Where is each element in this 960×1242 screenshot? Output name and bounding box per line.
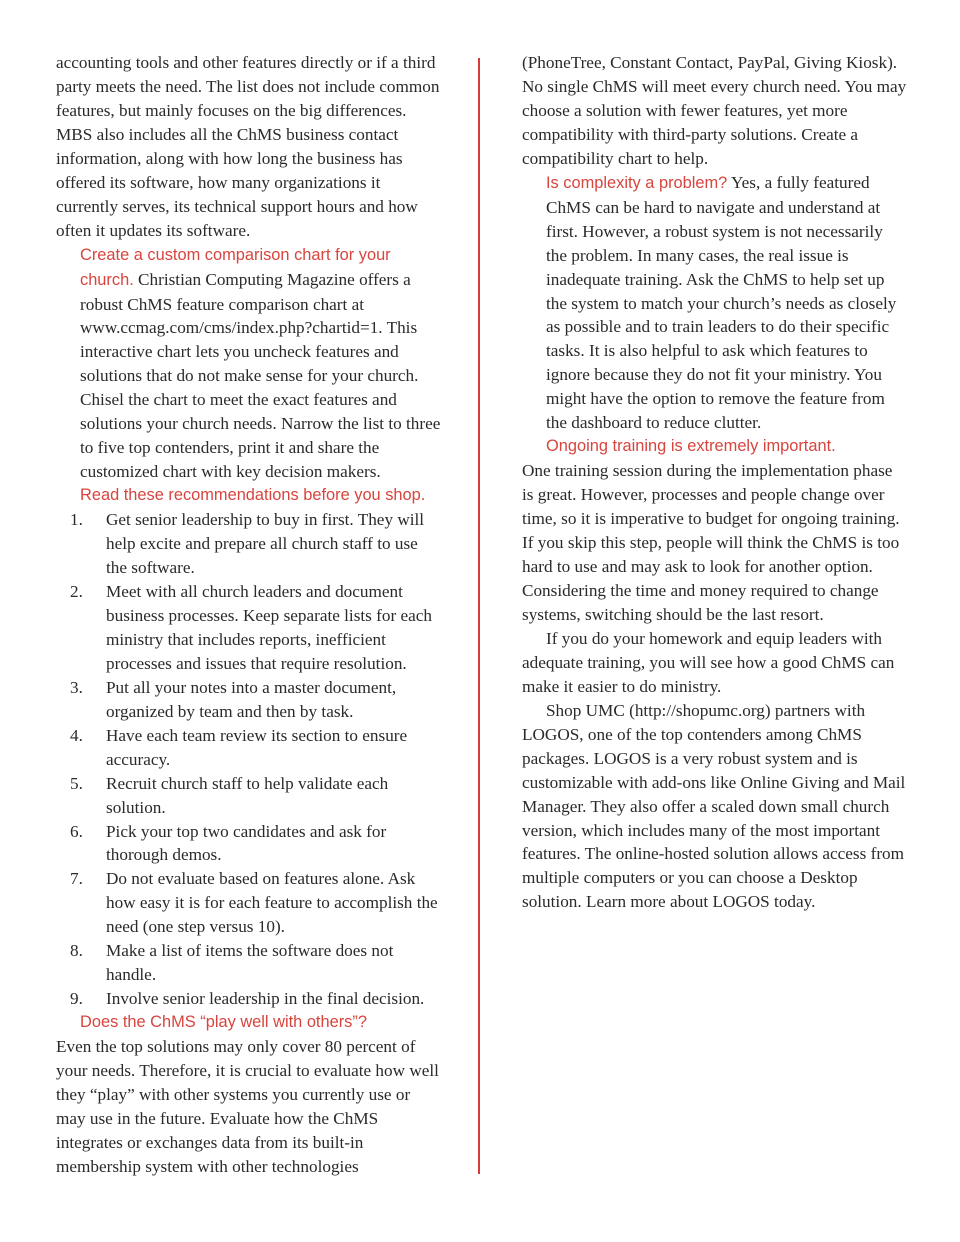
- recommendation-text: Get senior leadership to buy in first. They will help excite and prepare all church staff to use the software.: [106, 510, 425, 578]
- recommendation-text: Meet with all church leaders and document business processes. Keep separate lists for each ministry that includes reports, inefficient processes and issues that require resolution.: [106, 581, 432, 673]
- recommendation-text: Recruit church staff to help validate each solution.: [106, 773, 389, 817]
- recommendation-item: [56, 867, 441, 939]
- continued-paragraph: (PhoneTree, Constant Contact, PayPal, Giving Kiosk). No single ChMS will meet every church need. You may choose a solution with fewer features, yet more compatibility with third-party solutions. Create a compatibility chart to help.: [522, 53, 907, 168]
- training-body: One training session during the implementation phase is great. However, processes and people change over time, so it is imperative to budget for ongoing training. If you skip this step, people will think the ChMS is too hard to use and may ask to look for another option. Considering the time and money required to change systems, switching should be the last resort.: [522, 461, 900, 624]
- recommendation-text: Have each team review its section to ensure accuracy.: [106, 725, 408, 769]
- homework-paragraph: If you do your homework and equip leaders with adequate training, you will see how a good ChMS can make it easier to do ministry.: [522, 628, 895, 696]
- play-well-body: Even the top solutions may only cover 80 percent of your needs. Therefore, it is crucial to evaluate how well they “play” with other systems you currently use or may use in the future. Evaluate how the ChMS integrates or exchanges data from its built-in membership system with other technologies: [56, 1037, 439, 1176]
- complexity-heading: Is complexity a problem?: [546, 173, 728, 192]
- complexity-body: Yes, a fully featured ChMS can be hard to navigate and understand at first. However, a robust system is not necessarily the problem. In many cases, the real issue is inadequate training. Ask the ChMS to help set up the system to match your church’s needs as closely as possible and to train leaders to do their specific tasks. It is also helpful to ask which features to ignore because they do not fit your ministry. You might have the option to remove the feature from the dashboard to reduce clutter.: [546, 172, 897, 433]
- recommendation-item: [56, 772, 441, 820]
- recommendations-list: [56, 508, 441, 1011]
- recommendation-number: 9.: [70, 989, 83, 1009]
- custom-chart-section: [56, 243, 441, 485]
- recommendation-item: [56, 987, 441, 1011]
- recommendation-item: [56, 580, 441, 676]
- recommendation-text: Pick your top two candidates and ask for thorough demos.: [106, 821, 387, 865]
- recommendation-item: [56, 820, 441, 868]
- right-column: [522, 51, 907, 914]
- recommendation-text: Involve senior leadership in the final decision.: [106, 989, 425, 1009]
- recommendation-number: 3.: [70, 677, 83, 697]
- shopumc-paragraph: Shop UMC (http://shopumc.org) partners with LOGOS, one of the top contenders among ChMS packages. LOGOS is a very robust system and is customizable with add-ons like Online Giving and Mail Manager. They also offer a scaled down small church version, which includes many of the most important features. The online-hosted solution allows access from multiple computers or you can choose a Desktop solution. Learn more about LOGOS today.: [522, 700, 906, 912]
- recommendation-number: 8.: [70, 941, 83, 961]
- recommendation-text: Do not evaluate based on features alone. Ask how easy it is for each feature to accomplish the need (one step versus 10).: [106, 869, 438, 937]
- recommendation-number: 6.: [70, 821, 83, 841]
- recommendation-item: [56, 939, 441, 987]
- training-heading: Ongoing training is extremely important.: [546, 437, 836, 456]
- complexity-section: [522, 171, 907, 435]
- play-well-heading: Does the ChMS “play well with others”?: [80, 1013, 367, 1032]
- recommendation-text: Put all your notes into a master document, organized by team and then by task.: [106, 677, 397, 721]
- recommendation-item: [56, 676, 441, 724]
- custom-chart-heading: Create a custom comparison chart for your church.: [80, 245, 391, 289]
- recommendation-number: 4.: [70, 725, 83, 745]
- recommendation-number: 2.: [70, 581, 83, 601]
- left-column: [56, 51, 441, 1179]
- recommendation-number: 1.: [70, 510, 83, 530]
- recommendation-text: Make a list of items the software does not handle.: [106, 941, 394, 985]
- recommendation-item: [56, 724, 441, 772]
- intro-paragraph: accounting tools and other features directly or if a third party meets the need. The list does not include common features, but mainly focuses on the big differences. MBS also includes all the ChMS business contact information, along with how long the business has offered its software, how many organizations it currently serves, its technical support hours and how often it updates its software.: [56, 53, 440, 240]
- custom-chart-body: Christian Computing Magazine offers a robust ChMS feature comparison chart at www.ccmag.com/cms/index.php?chartid=1. This interactive chart lets you uncheck features and solutions that do not make sense for your church. Chisel the chart to meet the exact features and solutions your church needs. Narrow the list to three to five top contenders, print it and share the customized chart with key decision makers.: [80, 269, 441, 482]
- recommendation-number: 5.: [70, 773, 83, 793]
- column-divider: [478, 58, 480, 1174]
- recommendation-number: 7.: [70, 869, 83, 889]
- recommendation-item: [56, 508, 441, 580]
- recommendations-heading: Read these recommendations before you shop.: [80, 486, 426, 505]
